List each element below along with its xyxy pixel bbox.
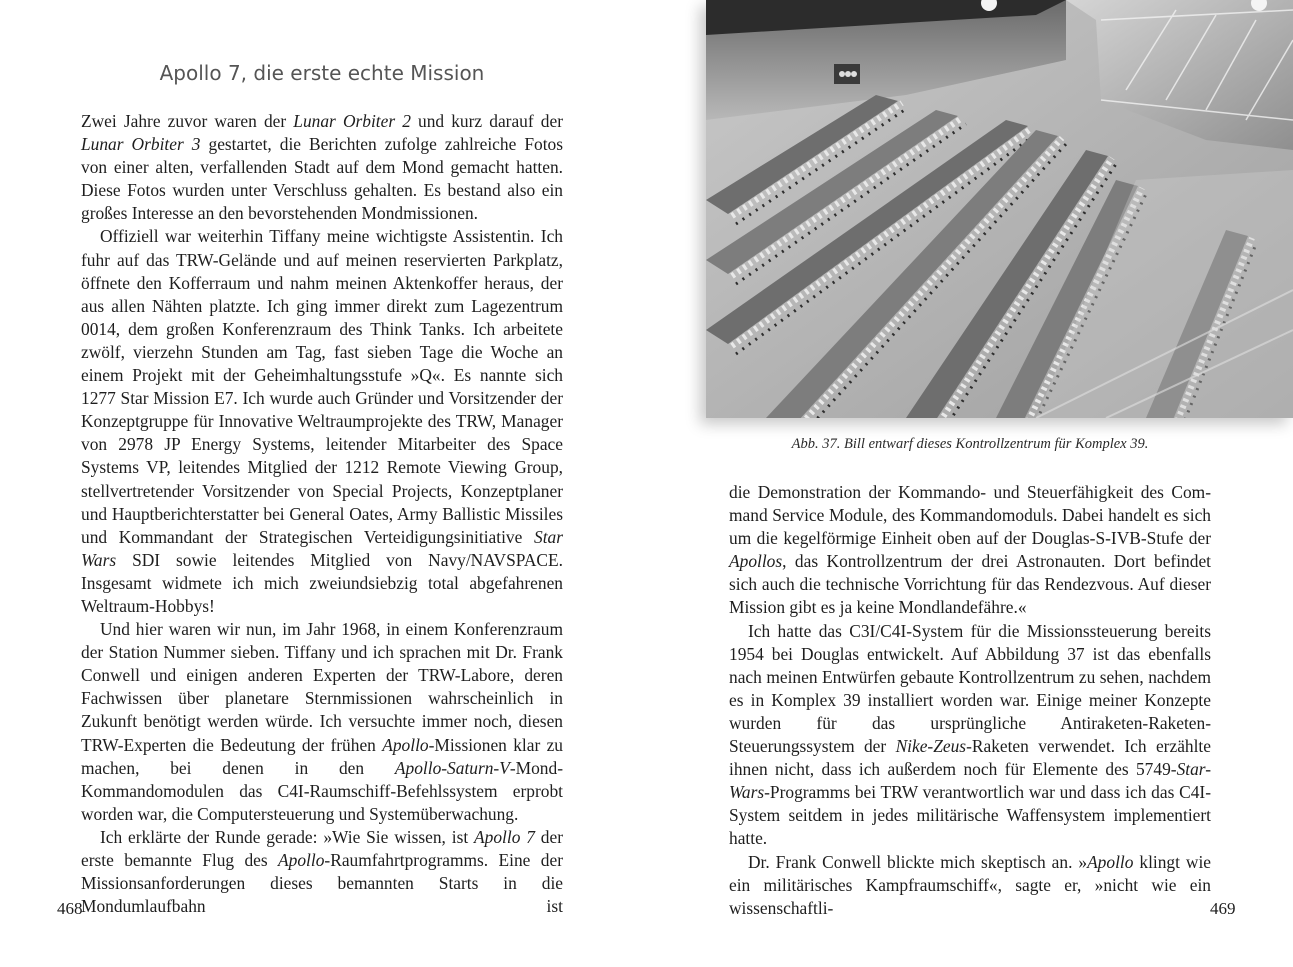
- page-number-right: 469: [1210, 899, 1236, 918]
- right-body-text: [729, 481, 1211, 920]
- italic-text: Nike-Zeus: [895, 736, 967, 757]
- italic-text: Apollo-Saturn-V: [394, 757, 510, 778]
- text-segment: die Demonstration der Kommando- und Steuerfähigkeit des Command Service Module, des Kommandomoduls. Dabei handelt es sich um die kegelförmige Einheit oben auf der Douglas-S-IVB-Stufe der: [729, 482, 1211, 549]
- text-segment: klingt wie ein militärisches Kampfraumschiff«, sagte er, »nicht wie ein wissenschaftli-: [729, 851, 1211, 918]
- left-body-text: [81, 110, 563, 918]
- figure-caption: Abb. 37. Bill entwarf dieses Kontrollzentrum für Komplex 39.: [791, 436, 1149, 452]
- text-segment: Und hier waren wir nun, im Jahr 1968, in einem Konferenzraum der Station Nummer sieben. Tiffany und ich sprachen mit Dr. Frank Conwell und einigen anderen Experten der TRW-Labore, deren Fachwissen über planetare Sternmissionen wahrscheinlich in Zukunft benötigt werden würde. Ich versuchte immer noch, diesen TRW-Experten die Bedeutung der frühen: [81, 619, 563, 755]
- paragraph: [729, 481, 1211, 620]
- text-segment: -Mond-Kommandomodulen das C4I-Raumschiff-Befehlssystem erprobt worden war, die Computersteuerung und Systemüberwachung.: [81, 757, 563, 824]
- italic-text: Lunar Orbiter 3: [81, 134, 201, 155]
- chapter-title: Apollo 7, die erste echte Mission: [159, 61, 485, 85]
- text-segment: -Missionen klar zu machen, bei denen in den: [81, 734, 564, 778]
- italic-text: Lunar Orbiter 2: [293, 111, 411, 131]
- left-page: [0, 0, 646, 967]
- italic-text: Apollo: [278, 850, 325, 870]
- italic-text: Star Wars: [81, 526, 563, 570]
- paragraph: [729, 851, 1211, 920]
- paragraph: [729, 620, 1211, 851]
- paragraph: [81, 110, 563, 225]
- italic-text: Star-Wars: [729, 759, 1211, 803]
- paragraph: [81, 225, 563, 618]
- text-segment: , das Kontrollzentrum der drei Astronauten. Dort befindet sich auch die technische Vorrichtung für das Rendezvous. Auf dieser Mission gibt es ja keine Mondlandefähre.«: [729, 551, 1211, 618]
- text-segment: und kurz darauf der: [410, 111, 563, 131]
- text-segment: SDI sowie leitendes Mitglied von Navy/NAVSPACE. Insgesamt widmete ich mich zweiundsiebzig total abgefahrenen Weltraum-Hobbys!: [81, 549, 563, 616]
- text-segment: gestartet, die Berichten zufolge zahlreiche Fotos von einer alten, verfallenden Stadt auf dem Mond gemacht hatten. Diese Fotos wurden unter Verschluss gehalten. Es bestand also ein großes Interesse an den bevorstehenden Mondmissionen.: [81, 134, 564, 224]
- italic-text: Apollo: [1087, 851, 1134, 872]
- text-segment: Ich hatte das C3I/C4I-System für die Missionssteuerung bereits 1954 bei Douglas entwickelt. Auf Abbildung 37 ist das ebenfalls nach meinen Entwürfen gebaute Kontrollzentrum zu sehen, nachdem es in Komplex 39 installiert worden war. Einige meiner Konzepte wurden für das ursprüngliche Antiraketen-Raketen-Steuerungssystem der: [729, 620, 1211, 757]
- figure-photo-control-center: [706, 0, 1293, 418]
- text-segment: -Raumfahrtprogramms. Eine der Missionsanforderungen dieses bemannten Starts in die Mondumlaufbahn ist: [81, 850, 563, 917]
- paragraph: [81, 618, 563, 826]
- page-number-left: 468: [57, 899, 83, 918]
- text-segment: Dr. Frank Conwell blickte mich skeptisch an. »: [748, 851, 1088, 872]
- text-segment: Ich erklärte der Runde gerade: »Wie Sie wissen, ist: [100, 826, 475, 847]
- italic-text: Apollos: [729, 551, 783, 572]
- right-page: [646, 0, 1293, 967]
- text-segment: Offiziell war weiterhin Tiffany meine wichtigste Assistentin. Ich fuhr auf das TRW-Gelände und auf meinen reservierten Parkplatz, öffnete den Kofferraum und nahm meinen Aktenkoffer heraus, der aus allen Nähten platzte. Ich ging immer direkt zum Lagezentrum 0014, dem großen Konferenzraum des Think Tanks. Ich arbeitete zwölf, vierzehn Stunden am Tag, fast sieben Tage die Woche an einem Projekt mit der Geheimhaltungsstufe »Q«. Es nannte sich 1277 Star Mission E7. Ich wurde auch Gründer und Vorsitzender der Konzeptgruppe für Innovative Weltraumprojekte des TRW, Manager von 2978 JP Energy Systems, leitender Mitarbeiter des Space Systems VP, leitendes Mitglied der 1212 Remote Viewing Group, stellvertretender Vorsitzender von Special Projects, Konzeptplaner und Hauptberichterstatter bei General Oates, Army Ballistic Missiles und Kommandant der Strategischen Verteidigungsinitiative: [81, 226, 563, 547]
- text-segment: Zwei Jahre zuvor waren der: [81, 111, 294, 131]
- text-segment: -Programms bei TRW verantwortlich war und dass ich das C4I-System seitdem in jedes militärische Waffensystem implementiert hatte.: [729, 782, 1211, 849]
- italic-text: Apollo: [382, 734, 429, 755]
- control-center-photo-illustration: [706, 0, 1293, 418]
- paragraph: [81, 826, 563, 918]
- italic-text: Apollo 7: [474, 826, 535, 847]
- text-segment: der erste bemannte Flug des: [81, 826, 563, 870]
- text-segment: -Raketen verwendet. Ich erzählte ihnen nicht, dass ich außerdem noch für Elemente des 5749-: [729, 736, 1211, 780]
